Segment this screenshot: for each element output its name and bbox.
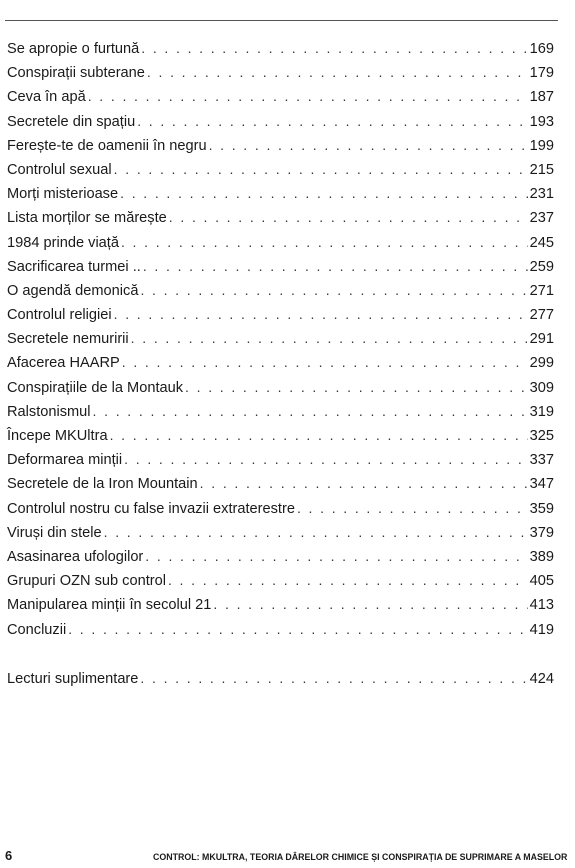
dot-leader (297, 500, 528, 516)
toc-entry-page: 337 (529, 452, 554, 469)
toc-entry (7, 137, 554, 161)
dot-leader (120, 185, 528, 201)
toc-entry-page: 169 (529, 41, 554, 57)
toc-entry-page: 193 (529, 113, 554, 130)
dot-leader (137, 113, 527, 129)
toc-entry-page: 359 (529, 500, 554, 517)
dot-leader (110, 427, 528, 443)
toc-entry-title: Secretele din spațiu (7, 113, 136, 130)
dot-leader (140, 282, 527, 298)
page-number: 6 (5, 848, 13, 863)
table-of-contents (7, 40, 554, 645)
toc-entry-page: 187 (529, 89, 554, 106)
dot-leader (88, 88, 528, 104)
toc-entry-title: Morți misterioase (7, 186, 119, 203)
toc-entry-title: Deformarea minții (7, 452, 123, 469)
dot-leader (122, 354, 528, 370)
toc-entry-page: 379 (529, 524, 554, 541)
toc-entry-title: Controlul nostru cu false invazii extraterestre (7, 500, 295, 517)
dot-leader (147, 64, 528, 80)
toc-entry-page: 309 (529, 379, 554, 396)
toc-entry (7, 306, 554, 330)
toc-entry-title: Concluzii (7, 621, 67, 638)
toc-entry (7, 330, 554, 354)
toc-entry (7, 596, 554, 620)
toc-entry-page: 424 (529, 671, 554, 687)
toc-entry (7, 548, 554, 572)
toc-entry-page: 277 (529, 307, 554, 324)
toc-entry-title: Ralstonismul (7, 403, 91, 420)
toc-entry-page: 179 (529, 65, 554, 82)
dot-leader (143, 258, 528, 274)
toc-entry-title: Afacerea HAARP (7, 355, 120, 372)
toc-entry (7, 500, 554, 524)
toc-entry-title: Începe MKUltra (7, 428, 108, 444)
toc-entry-page: 347 (529, 476, 554, 493)
dot-leader (131, 330, 528, 346)
toc-entry-page: 271 (529, 282, 554, 299)
toc-entry (7, 88, 554, 112)
dot-leader (168, 572, 528, 588)
toc-entry-title: Ferește-te de oamenii în negru (7, 137, 207, 154)
toc-entry (7, 670, 554, 694)
toc-entry (7, 234, 554, 258)
toc-entry-page: 259 (529, 258, 554, 275)
dot-leader (68, 621, 527, 637)
toc-entry (7, 113, 554, 137)
toc-entry-page: 199 (529, 137, 554, 154)
toc-entry-page: 405 (529, 573, 554, 590)
toc-entry (7, 258, 554, 282)
toc-entry (7, 621, 554, 645)
toc-entry-page: 245 (529, 234, 554, 251)
toc-entry-title: Conspirațiile de la Montauk (7, 379, 184, 396)
toc-entry (7, 572, 554, 596)
toc-entry (7, 379, 554, 403)
top-rule (5, 20, 558, 21)
toc-entry-title: Lecturi suplimentare (7, 671, 139, 687)
toc-entry-page: 237 (529, 210, 554, 227)
toc-entry-page: 389 (529, 548, 554, 565)
dot-leader (104, 524, 528, 540)
toc-entry-title: Sacrificarea turmei .. (7, 258, 141, 275)
dot-leader (213, 596, 527, 612)
dot-leader (169, 209, 528, 225)
toc-entry-title: Lista morților se mărește (7, 210, 167, 227)
toc-entry-title: Controlul religiei (7, 307, 112, 324)
toc-entry (7, 451, 554, 475)
toc-entry-title: Secretele nemuririi (7, 331, 129, 348)
toc-entry (7, 40, 554, 64)
toc-entry-page: 325 (529, 428, 554, 444)
toc-entry-title: Grupuri OZN sub control (7, 573, 166, 590)
toc-entry-title: Ceva în apă (7, 89, 86, 106)
toc-appendix (7, 670, 554, 694)
dot-leader (124, 451, 527, 467)
toc-entry (7, 185, 554, 209)
toc-entry-page: 215 (529, 161, 554, 178)
toc-entry-title: Secretele de la Iron Mountain (7, 476, 198, 493)
running-title: CONTROL: MKULTRA, TEORIA DÂRELOR CHIMICE ȘI CONSPIRAȚIA DE SUPRIMARE A MASELOR (152, 852, 567, 863)
dot-leader (93, 403, 528, 419)
toc-entry-title: Manipularea minții în secolul 21 (7, 597, 212, 614)
toc-entry-title: Viruși din stele (7, 524, 102, 541)
toc-entry-page: 291 (529, 331, 554, 348)
toc-entry (7, 282, 554, 306)
toc-entry-title: Se apropie o furtună (7, 41, 140, 57)
toc-entry-title: Controlul sexual (7, 161, 112, 178)
toc-entry-title: O agendă demonică (7, 282, 139, 299)
toc-entry-page: 299 (529, 355, 554, 372)
toc-entry (7, 524, 554, 548)
toc-entry (7, 354, 554, 378)
toc-entry-title: 1984 prinde viață (7, 234, 119, 251)
dot-leader (121, 234, 528, 250)
toc-entry (7, 403, 554, 427)
dot-leader (141, 40, 527, 56)
dot-leader (200, 475, 528, 491)
dot-leader (114, 161, 528, 177)
dot-leader (209, 137, 528, 153)
toc-entry (7, 161, 554, 185)
dot-leader (140, 670, 527, 686)
dot-leader (145, 548, 527, 564)
dot-leader (185, 379, 528, 395)
toc-entry-page: 319 (529, 403, 554, 420)
toc-entry-page: 413 (529, 597, 554, 614)
toc-entry (7, 64, 554, 88)
toc-entry-page: 419 (529, 621, 554, 638)
toc-entry (7, 209, 554, 233)
toc-entry-page: 231 (529, 186, 554, 203)
toc-entry-title: Conspirații subterane (7, 65, 145, 82)
toc-entry (7, 475, 554, 499)
page-footer (5, 848, 567, 863)
dot-leader (114, 306, 528, 322)
toc-entry (7, 427, 554, 451)
toc-entry-title: Asasinarea ufologilor (7, 548, 144, 565)
